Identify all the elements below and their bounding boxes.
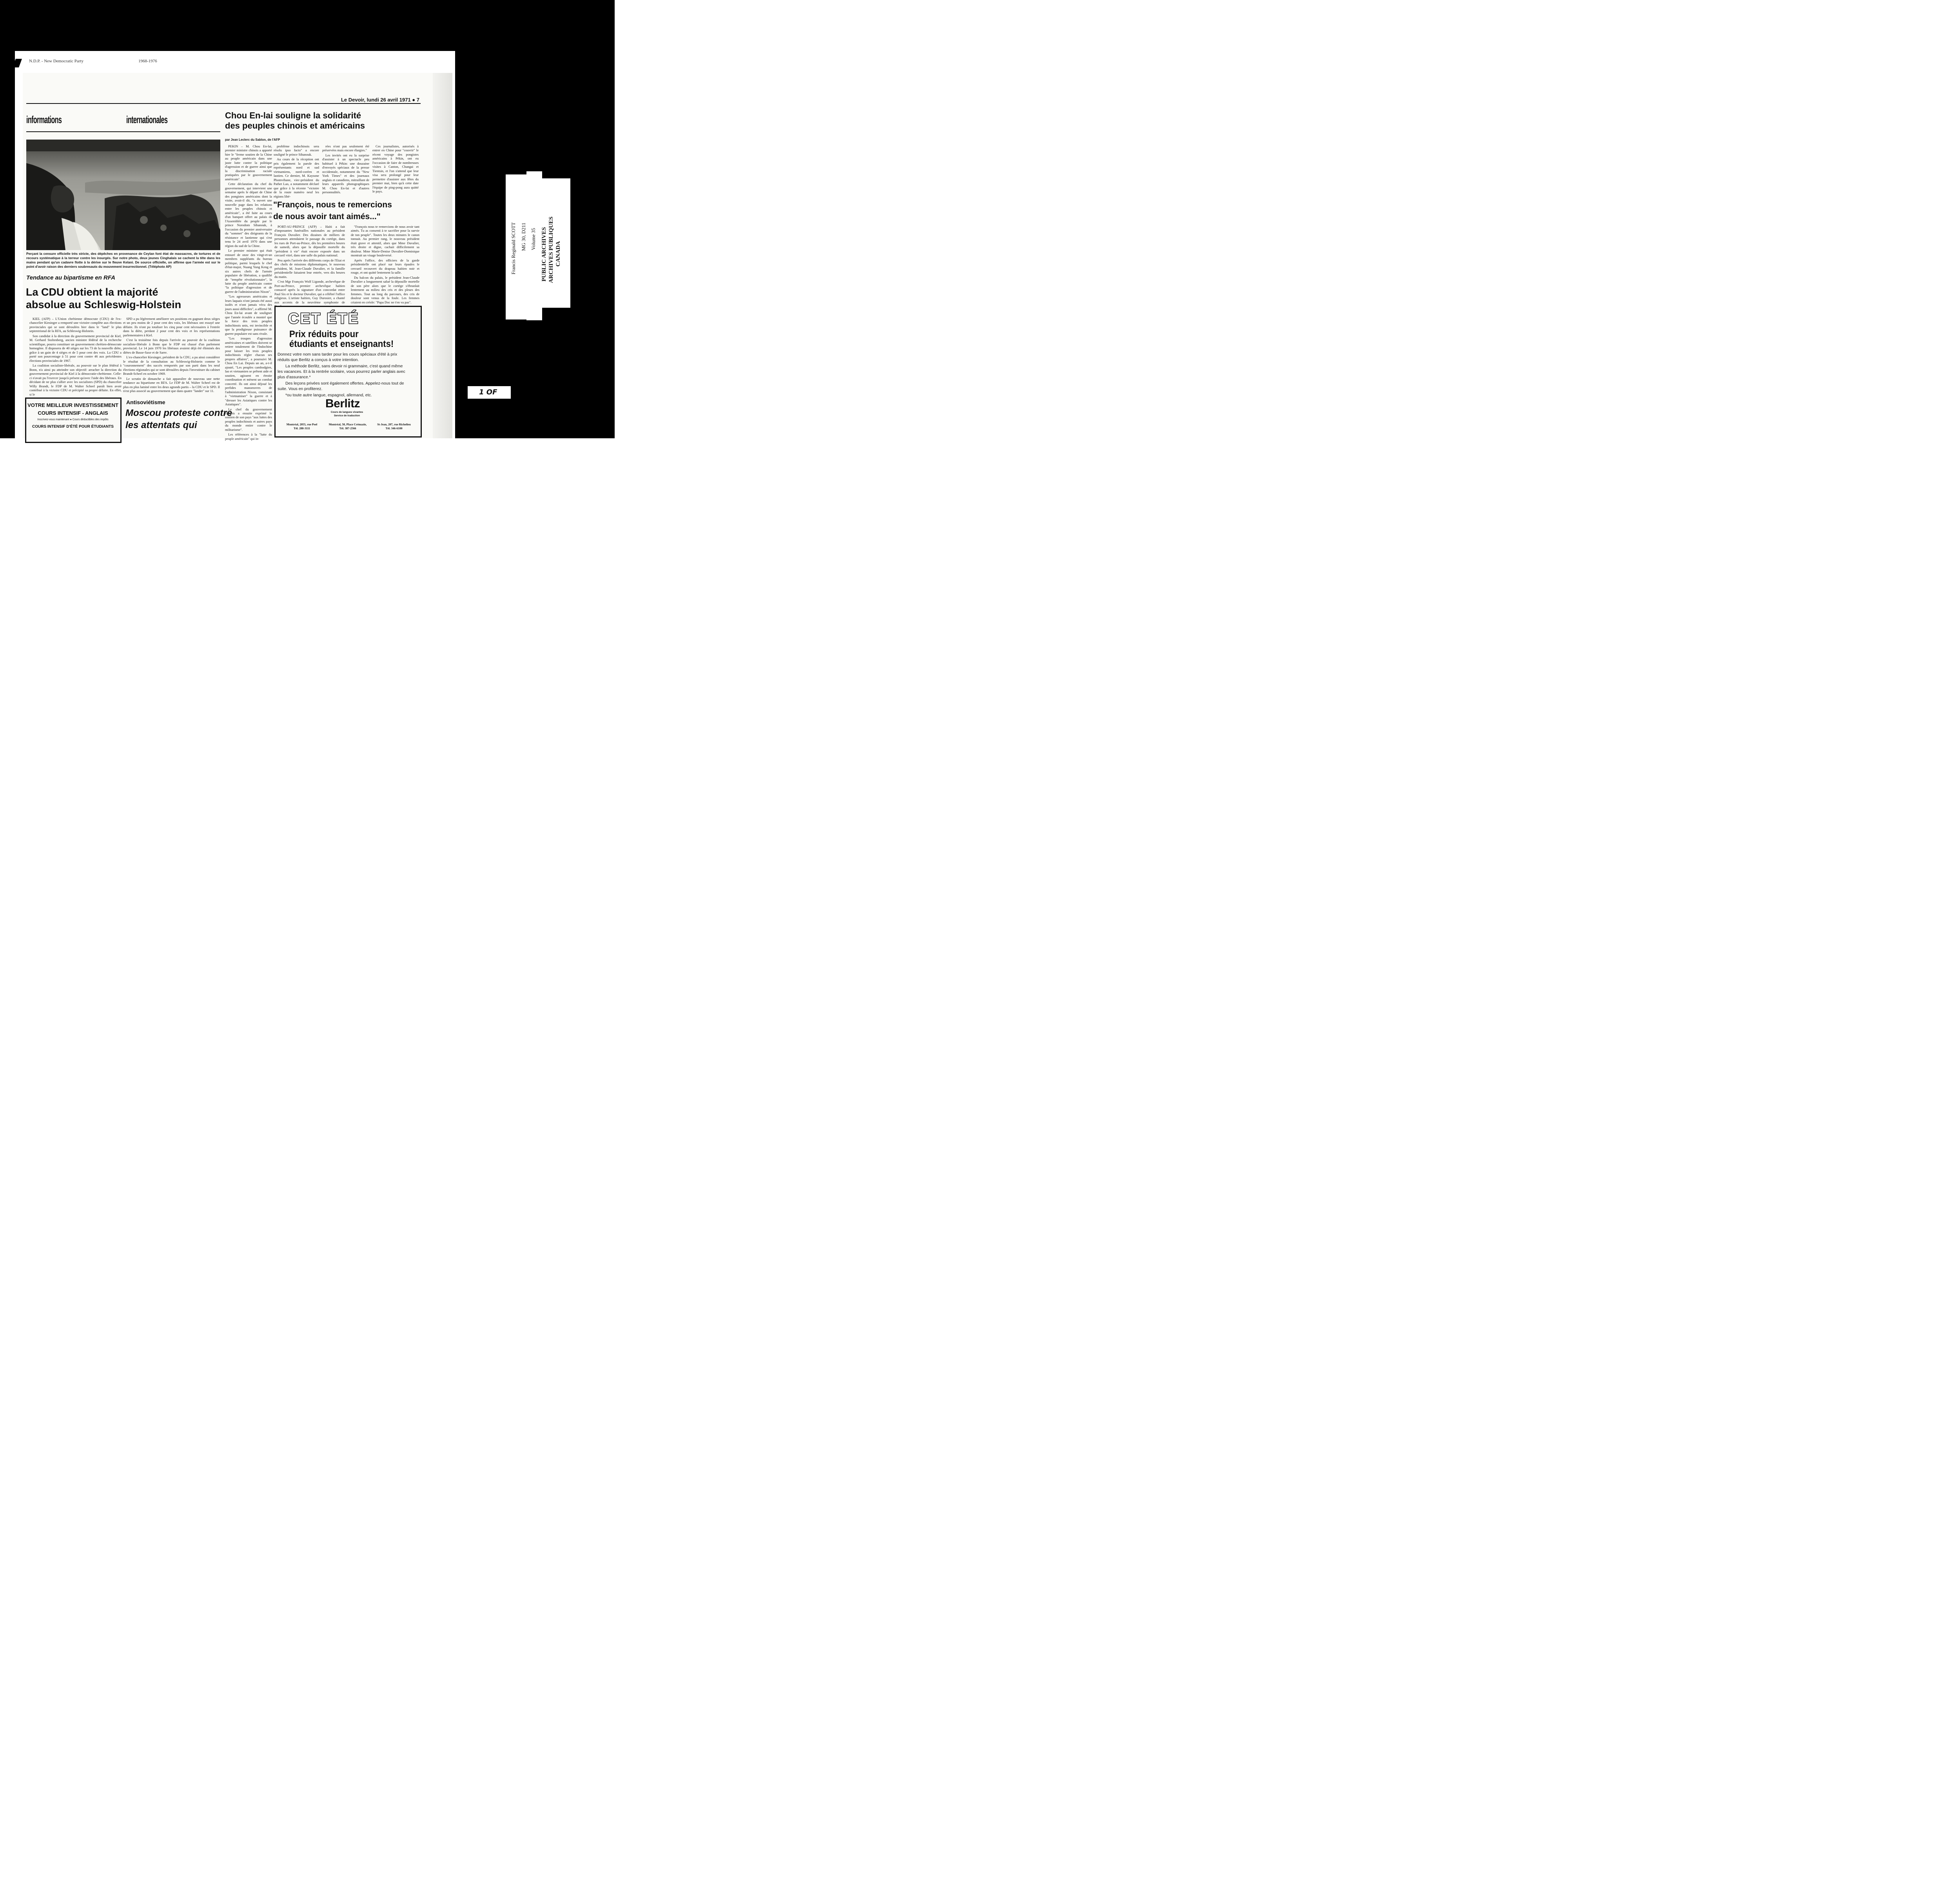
chou-col1-paragraph: PEKIN – M. Chou En-lai, premier ministre chinois a apporté hier le "ferme soutien de la Chine au peuple américain dans une juste lutte contre la politique d'agression et de guerre ainsi que la discrimination raciale pratiquées par le gouvernement américain". — [225, 144, 272, 181]
berlitz-body — [278, 352, 407, 396]
berlitz-address-3: St-Jean, 207, rue Richelieu — [377, 423, 411, 426]
duvalier-headline — [273, 199, 392, 223]
berlitz-body-2: La méthode Berlitz, sans devoir ni grammaire, c'est quand même les vacances. Et à la rentrée scolaire, vous pourrez parler anglais avec plus d'assurance.* — [278, 364, 405, 380]
chou-col1-paragraph: "Les agresseurs américains et leurs laquais n'ont jamais été aussi isolés et n'ont jamais vécu des jours aussi difficiles", a affirmé M. Chou En-lai avant de souligner que l'année écoulée a montré que la force des trois peuples indochinois unis, est invincible et que la prodigieuse puissance de guerre populaire est sans rivale. — [225, 294, 272, 336]
chou-headline-line2: des peuples chinois et américains — [225, 120, 365, 131]
duvalier-col2-paragraph: "François nous te remercions de nous avoir tant aimés. Tu as consenti à te sacrifier pour la survie de ton peuple". Toutes les deux minutes le canon tonnait. Au premier rang, le nouveau président était grave et attentif, alors que Mme Duvalier, très droite et digne, cachait difficilement sa douleur. Mme Marie-Denise Duvalier-Dominique montrait un visage bouleversé. — [351, 225, 419, 258]
moscou-kicker: Antisoviétisme — [126, 399, 165, 405]
duvalier-headline-line2: de nous avoir tant aimés..." — [273, 212, 381, 221]
cdu-col1-paragraph: KIEL (AFP) – L'Union chrétienne démocrate (CDU) de l'ex-chancelier Kiesinger a remporté une victoire complète aux élections provinciales qui se sont déroulées hier dans le "land" le plus septentrional de la RFA, au Schleswig-Holstein. — [29, 317, 122, 333]
berlitz-phone-2: Tél. 387-2566 — [339, 427, 356, 430]
archive-reference-label: MG 30, D211 — [521, 222, 526, 251]
chou-col1-paragraph: Le chef du gouvernement chinois a ensuite exprimé le soutien de son pays "aux luttes des peuples indochinois et autres pays du monde entier contre le militarisme". — [225, 407, 272, 432]
archive-volume-label: Volume 35 — [530, 228, 536, 250]
berlitz-headline-line1: Prix réduits pour — [289, 329, 359, 339]
chou-col1-paragraph: Les références à la "lutte du peuple américain" qui in- — [225, 432, 272, 441]
section-label-internationales: internationales — [126, 114, 168, 125]
news-photo-image — [26, 140, 220, 250]
folder-party-label: N.D.P. - New Democratic Party — [29, 59, 83, 64]
berlitz-headline — [289, 329, 394, 349]
berlitz-phone-3: Tél. 346-6100 — [385, 427, 403, 430]
cdu-headline-line2: absolue au Schleswig-Holstein — [26, 298, 181, 310]
section-label-informations: informations — [26, 114, 62, 125]
duvalier-col2-paragraph: Après l'office, des officiers de la garde présidentielle ont placé sur leurs épaules le cercueil recouvert du drapeau haïtien noir et rouge, et ont quitté lentement la salle. — [351, 258, 419, 275]
cdu-col2-paragraph: C'est la troisième fois depuis l'arrivée au pouvoir de la coalition socialiste-libérale à Bonn que le FDP est chassé d'un parlement provincial. Le 14 juin 1970 les libéraux avaient déjà été éliminés des diètes de Basse-Saxe et de Sarre. — [123, 338, 220, 354]
cdu-column-2 — [123, 317, 220, 394]
berlitz-logo: Berlitz — [325, 397, 360, 410]
chou-col4-paragraph: Ces journalistes, autorisés à entrer en Chine pour "couvrir" le récent voyage des pongistes américains à Pékin, ont eu l'occasion de faire de nombreuses visites à Canton, Changai et Tientsin, et l'on s'attend que leur visa sera prolongé pour leur permettre d'assister aux fêtes du premier mai, bien qu'à cette date l'équipe de ping-pong aura quitté le pays. — [372, 144, 419, 194]
duvalier-col1-paragraph: Peu après l'arrivée des différents corps de l'Etat et des chefs de missions diplomatiques, le nouveau président, M. Jean-Claude Duvalier, et la famille présidentielle faisaient leur entrée, vers dix heures du matin. — [274, 258, 345, 279]
cdu-kicker: Tendance au bipartisme en RFA — [26, 274, 115, 281]
berlitz-phone-1: Tél. 288-3111 — [293, 427, 310, 430]
berlitz-address-2: Montréal, 50, Place Crémazie, — [328, 423, 367, 426]
chou-column-4 — [372, 144, 419, 194]
berlitz-tagline-2: Service de traduction — [334, 414, 360, 417]
berlitz-headline-line2: étudiants et enseignants! — [289, 339, 394, 350]
berlitz-body-1: Donnez votre nom sans tarder pour les cours spéciaux d'été à prix réduits que Berlitz a conçus à votre intention. — [278, 352, 397, 363]
duvalier-col1-paragraph: C'est Mgr François Wolf Ligonde, archevêque de Port-au-Prince, premier archevêque haïtien consacré après la signature d'un concordat entre Paul Six et le docteur Duvalier, qui a célébré l'office religieux. L'artiste haïtien, Guy Durosier, a chanté aux accents de la neuvième symphonie de — [274, 280, 345, 304]
english-ad-line3: Inscrivez-vous maintenant ● Cours déductibles des impôts — [37, 418, 109, 421]
archive-institution-fr: ARCHIVES PUBLIQUES — [548, 216, 554, 283]
chou-col2-paragraph: problème indochinois sera résolu ipso facto" a encore souligné le prince Sihanouk. — [274, 144, 319, 156]
duvalier-headline-line1: "François, nous te remercions — [273, 200, 392, 209]
duvalier-column-1 — [274, 225, 345, 304]
chou-col3-paragraph: rées n'ont pas seulement été préservées mais encore élargies." — [322, 144, 369, 152]
chou-column-2 — [274, 144, 319, 198]
chou-headline — [225, 111, 365, 131]
berlitz-address-1: Montréal, 2055, rue Peel — [286, 423, 318, 426]
archive-institution-en: PUBLIC ARCHIVES — [541, 227, 547, 281]
masthead-rule — [26, 103, 421, 104]
chou-headline-line1: Chou En-lai souligne la solidarité — [225, 111, 361, 120]
berlitz-banner: CET ÉTÉ — [288, 310, 359, 327]
moscou-headline — [125, 407, 232, 438]
chou-col3-paragraph: Les invités ont eu la surprise d'assister à un spectacle peu habituel à Pékin: une douzaine d'envoyés spéciaux de la presse occidentale, notamment du "New York Times" et des journaux anglais et canadiens, mitraillant de leurs appareils photographiques M. Chou En-lai et d'autres personnalités. — [322, 153, 369, 194]
cdu-col2-paragraph: SPD a pu légèrement améliorer ses positions en gagnant deux sièges et un peu moins de 2 pour cent des voix, les libéraux ont essuyé une défaite. Ils n'ont pu totaliser les cinq pour cent nécessaires à l'entrée dans la diète, perdant 2 pour cent des voix et les représentations parlementaires à Kiel. — [123, 317, 220, 337]
newspaper-masthead: Le Devoir, lundi 26 avril 1971 ● 7 — [341, 97, 419, 103]
archive-institution-country: CANADA — [555, 241, 561, 267]
english-ad-line2: COURS INTENSIF - ANGLAIS — [38, 410, 108, 416]
berlitz-banner-graphic — [287, 309, 374, 326]
berlitz-tagline-1: Cours de langues vivantes — [330, 411, 363, 414]
moscou-headline-line2: les attentats qui — [125, 420, 197, 431]
photo-caption: Perçant la censure officielle très stricte, des dépêches en provenance de Ceylan font état de massacres, de tortures et de recours systématique à la terreur contre les insurgés. Sur notre photo, deux jeunes Cinghalais se cachent la tête dans les mains pendant qu'un cadavre flotte à la dérive sur le fleuve Kelani. De source officielle, on affirme que l'armée est sur le point d'avoir raison des derniers soubresauts du mouvement insurrectionnel. (Téléphoto AP) — [26, 252, 220, 269]
archive-fonds-label: Francis Reginald SCOTT — [510, 222, 516, 274]
section-rule — [26, 131, 220, 132]
cdu-col2-paragraph: Le scrutin de dimanche a fait apparaître de nouveau une nette tendance au bipartisme en RFA. Le FDP de M. Walter Scheel est de plus en plus laminé entre les deux agrands partis – la CDU et le SPD. Il n'est plus associé au gouvernement que dans quatre "lander" sur 11. — [123, 376, 220, 393]
chou-byline: par Jean Leclerc du Sablon, de l'AFP — [225, 138, 280, 142]
chou-col1-paragraph: Cette déclaration du chef du gouvernement, qui intervient une semaine après le départ de Chine des pongistes américains dont la visite, avait-il dit, "a ouvert une nouvelle page dans les relations entre les peuples chinois et américain", a été faite au cours d'un banquet offert au palais de l'Assemblée du peuple par le prince Norodom Sihanouk, à l'occasion du premier anniversaire du "sommet" des dirigeants de la résistance et laotienne qui s'est tenu le 24 avril 1970 dans une région du sud de la Chine. — [225, 182, 272, 248]
cdu-headline — [26, 286, 181, 311]
cdu-col1-paragraph: Son candidat à la direction du gouvernement provincial de Kiel, M. Gerhard Stoltenberg, ancien ministre fédéral de la recherche scientifique, pourra constituer un gouvernement chrétien-démocrate homogène. Il disposera de 40 sièges sur les 73 de la nouvelle diète, grâce à un gain de 4 sièges et de 5 pour cent des voix. La CDU a porté son pourcentage à 51 pour cent contre 46 aux précédentes élections provinciales de 1967. — [29, 334, 122, 363]
english-ad-line4: COURS INTENSIF D'ÉTÉ POUR ÉTUDIANTS — [32, 425, 114, 429]
cdu-col2-paragraph: L'ex-chancelier Kiesinger, président de la CDU, a pu ainsi considérer le résultat de la consultation au Schleswig-Holstein comme le "couronnement" des succès remportés par son parti dans les neuf élections régionales qui se sont déroulées depuis l'investiture du cabinet Brandt-Scheel en octobre 1969. — [123, 355, 220, 376]
chou-col1-paragraph: "Les troupes d'agression américaines et satellites doivent se retirer totalement de l'Indochine pour laisser les trois peuples indochinois régler chacun ses propres affaires", a poursuivi M. Chou En Lai. Depuis un an, a-t-il ajouté, "Les peuples cambodgien, lao et vietnamien se prêtent aide et soutien, agissent en étroite coordination et mènent un combat concerté. Ils ont ainsi déjoué les perfides manoeuvres de l'administration Nixon, consistant à "vietnamiser" la guerre et à "dresser les Asiatiques contre les Asiatiques". — [225, 336, 272, 407]
duvalier-col2-paragraph: Du balcon du palais, le président Jean-Claude Duvalier a longuement salué la dépouille mortelle de son père alors que le cortège s'ébranlait lentement au milieu des cris et des pleurs des femmes. Tout au long du parcours, des cris de douleur sont venus de la foule. Les femmes criaient en créole: "Papa Doc ne t'en va pas". — [351, 275, 419, 304]
page-tag-label: 1 OF — [479, 388, 497, 396]
moscou-headline-line1: Moscou proteste contre — [125, 408, 232, 418]
cdu-col1-paragraph: La coalition socialiste-libérale, au pouvoir sur le plan fédéral à Bonn, n'a ainsi pu atteindre son objectif: arracher la direction du gouvernement provincial de Kiel à la démocratie-chrétienne. Celle-ci n'avait pu l'exercer jusqu'à présent qu'avec l'aide des libéraux. En décidant de ne plus s'allier avec les socialistes (SPD) du chancelier Willy Brandt, le FDP de M. Walter Scheel paraît bien avoir contribué à la victoire CDU et précipité sa propre défaite. En effet, si le — [29, 363, 122, 396]
berlitz-footnote: *ou toute autre langue, espagnol, allemand, etc. — [285, 393, 372, 398]
clipping-fold-shadow — [433, 73, 452, 438]
folder-years-label: 1968-1976 — [138, 59, 157, 64]
chou-col1-paragraph: Le premier ministre qui était entouré de onze des vingt-et-un membres suppléants du bureau politique, parmi lesquels le chef d'état-major, Nuang Yung Keng et six autres chefs de l'armée populaire de libération, a qualifié de "tempête révolutionnaire", la lutte du peuple américain contre "la politique d'agression et de guerre de l'administration Nixon". — [225, 249, 272, 294]
chou-column-1 — [225, 144, 272, 441]
chou-col2-paragraph: Au cours de la réception ont pris également la parole des représentants nord et sud vietnamiens, nord-coréen et laotien. Ce dernier, M. Kaysone Phomvihane, viec-président du Pathet Lao, a notamment déclaré que grâce à la récente "victoire de la route numéro neuf les régions libé- — [274, 157, 319, 198]
english-ad-line1: VOTRE MEILLEUR INVESTISSEMENT — [27, 402, 118, 408]
news-photo-ceylon — [26, 140, 220, 250]
duvalier-column-2 — [351, 225, 419, 304]
cdu-headline-line1: La CDU obtient la majorité — [26, 286, 158, 298]
duvalier-col1-paragraph: PORT-AU-PRINCE (AFP) – Haïti a fait d'imposantes funérailles nationales au président François Duvalier. Des dizaines de milliers de personnes attendaient le passage du cortège, dans les rues de Port-au-Prince, dès les premières heures de samedi, alors que la dépouille mortelle du "président à vie" était encore exposée dans un cercueil vitré, dans une salle du palais national. — [274, 225, 345, 258]
berlitz-body-3: Des leçons privées sont également offertes. Appelez-nous tout de suite. Vous en profiterez. — [278, 381, 404, 392]
cdu-column-1 — [29, 317, 122, 394]
chou-column-3 — [322, 144, 369, 194]
